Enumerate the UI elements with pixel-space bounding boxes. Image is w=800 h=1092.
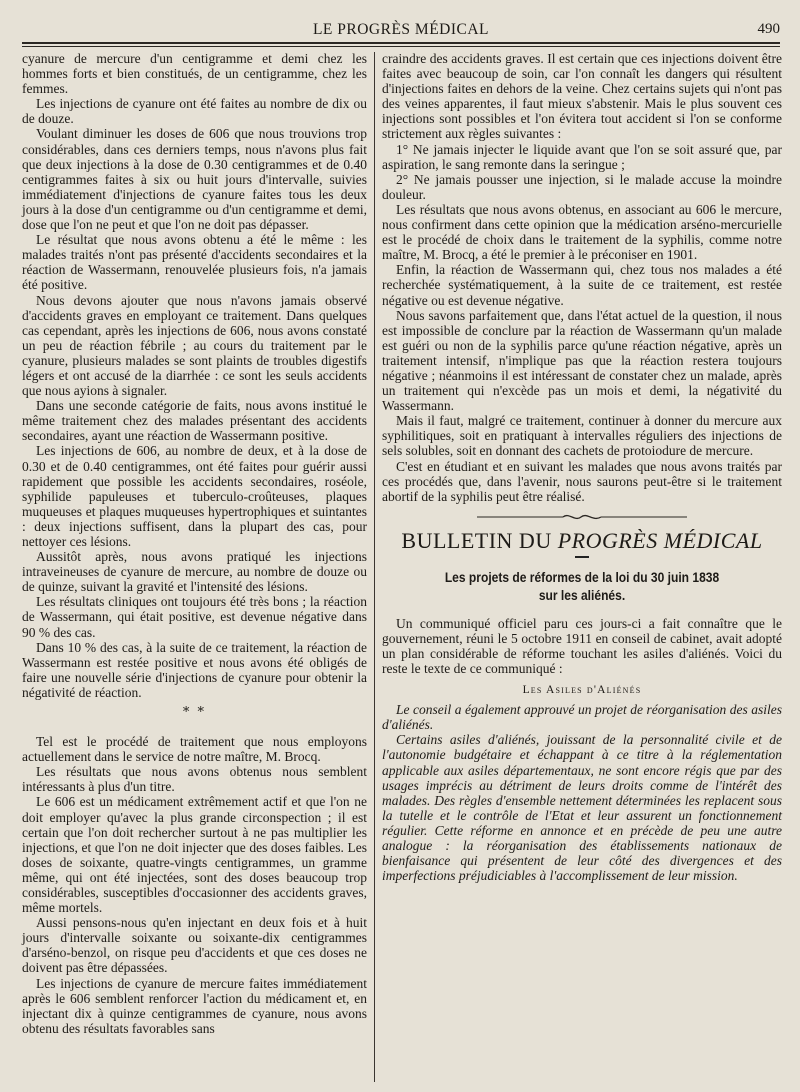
paragraph: Tel est le procédé de traitement que nous employons actuellement dans le service de notre maître, M. Brocq. <box>22 734 367 765</box>
section-separator: * * <box>182 705 207 721</box>
paragraph: Dans une seconde catégorie de faits, nous avons institué le même traitement chez des malades présentant des accidents secondaires, ayant une réaction de Wassermann positive. <box>22 398 367 444</box>
paragraph: Mais il faut, malgré ce traitement, continuer à donner du mercure aux syphilitiques, soit en pratiquant à intervalles réguliers des injections de sels solubles, soit en donnant des cachets de protoiodure de mercure. <box>382 413 782 459</box>
left-column <box>22 51 367 1036</box>
ornament-divider <box>477 512 687 522</box>
headline-line: Les projets de réformes de la loi du 30 juin 1838 <box>444 568 720 585</box>
header-rule <box>22 42 780 44</box>
page-header <box>22 18 780 42</box>
paragraph: Le résultat que nous avons obtenu a été le même : les malades traités n'ont pas présenté d'accidents secondaires et la réaction de Wassermann, renouvelée plusieurs fois, n'a jamais été positive. <box>22 232 367 293</box>
paragraph: 2° Ne jamais pousser une injection, si le malade accuse la moindre douleur. <box>382 171 782 202</box>
paragraph: Voulant diminuer les doses de 606 que nous trouvions trop considérables, dans ces derniers temps, nous n'avons plus fait que deux injections à la dose de 0.30 centigrammes et de 0.40 centigrammes faites à six ou huit jours d'intervalle, suivies immédiatement d'injections de cyanure faites tous les deux jours à la dose d'un centigramme ou d'un centigramme et demi, dose que l'on ne peut et que l'on ne doit pas dépasser. <box>22 126 367 233</box>
paragraph: Dans 10 % des cas, à la suite de ce traitement, la réaction de Wassermann est restée positive et nous avons été obligés de faire une nouvelle série d'injections de cyanure pour obtenir la négativité de réaction. <box>22 639 367 700</box>
paragraph: Les injections de cyanure ont été faites au nombre de dix ou de douze. <box>22 96 367 127</box>
bulletin-title-journal: PROGRÈS MÉDICAL <box>557 527 763 553</box>
bulletin-title <box>382 528 782 554</box>
paragraph: Aussi pensons-nous qu'en injectant en deux fois et à huit jours d'intervalle soixante ou soixante-dix centigrammes d'arséno-benzol, on risque peu d'accidents et que ces doses ne doivent pas être dépassées. <box>22 915 367 976</box>
paragraph: C'est en étudiant et en suivant les malades que nous avons traités par ces procédés que, dans l'avenir, nous saurons peut-être si le traitement abortif de la syphilis peut être réalisé. <box>382 458 782 504</box>
paragraph: craindre des accidents graves. Il est certain que ces injections doivent être faites avec beaucoup de soin, car l'on connaît les dangers qui résultent d'injections faites en dehors de la veine. Chez certains sujets qui n'ont pas des veines apparentes, il faut mieux s'abstenir. Mais le plus souvent ces injections sont possibles et l'on évitera tout accident si l'on se conforme strictement aux règles suivantes : <box>382 51 782 142</box>
article-headline <box>410 568 754 604</box>
paragraph: 1° Ne jamais injecter le liquide avant que l'on se soit assuré que, par aspiration, le sang remonte dans la seringue ; <box>382 141 782 172</box>
paragraph: Les résultats que nous avons obtenus, en associant au 606 le mercure, nous confirment dans cette opinion que la médication arséno-mercurielle est le procédé de choix dans le traitement de la syphilis, comme notre maître, M. Brocq, a été le premier à le préconiser en 1901. <box>382 201 782 263</box>
paragraph: Certains asiles d'aliénés, jouissant de la personnalité civile et de l'autonomie budgétaire et échappant à ce titre à la réglementation applicable aux asiles départementaux, ne sont encore régis que par des usages imprécis au détriment de leurs droits comme de l'intérêt des malades. Des règles d'ensemble nettement déterminées les replacent sous la tutelle et le contrôle de l'Etat et leur assurent un fonctionnement régulier. Cette réforme en annonce et en précède de peu une autre analogue : la réorganisation des établissements nationaux de bienfaisance qui présentent de leur côté des divergences et des imperfections préjudiciables à l'accomplissement de leur mission. <box>382 732 782 884</box>
journal-title: LE PROGRÈS MÉDICAL <box>312 21 490 38</box>
paragraph: Les injections de 606, au nombre de deux, et à la dose de 0.30 et de 0.40 centigrammes, ont été faites pour guérir aussi rapidement que possible les accidents secondaires, roséole, syphilide papuleuses et tuberculo-croûteuses, plaques muqueuses et plaques muqueuses hypertrophiques et suintantes : deux injections suffisent, dans la plupart des cas, pour nettoyer ces lésions. <box>22 443 367 549</box>
paragraph: Nous savons parfaitement que, dans l'état actuel de la question, il nous est impossible de conclure par la réaction de Wassermann qu'un malade est guéri ou non de la syphilis parce qu'une réaction négative, après un traitement intensif, n'implique pas que la réaction restera toujours négative ; néanmoins il est intéressant de constater chez un malade, après un traitement qui n'excède pas un mois et demi, la négativité du Wassermann. <box>382 307 782 414</box>
bulletin-title-prefix: BULLETIN DU <box>401 527 558 553</box>
column-divider <box>374 52 375 1082</box>
paragraph: Le conseil a également approuvé un projet de réorganisation des asiles d'aliénés. <box>382 702 782 733</box>
paragraph: cyanure de mercure d'un centigramme et demi chez les hommes forts et bien constitués, de un centigramme, chez les femmes. <box>22 51 367 97</box>
right-column <box>382 51 782 883</box>
paragraph: Un communiqué officiel paru ces jours-ci a fait connaître que le gouvernement, réuni le 5 octobre 1911 en conseil de cabinet, avait adopté un plan considérable de réforme touchant les asiles d'aliénés. Voici du reste le texte de ce communiqué : <box>382 615 782 677</box>
short-rule <box>575 556 589 558</box>
header-rule-thin <box>22 46 780 47</box>
paragraph: Enfin, la réaction de Wassermann qui, chez tous nos malades a été recherchée systématiquement, à la suite de ce traitement, est restée négative ou est devenue négative. <box>382 262 782 308</box>
paragraph: Nous devons ajouter que nous n'avons jamais observé d'accidents graves en employant ce traitement. Dans quelques cas cependant, après les injections de 606, nous avons constaté un peu de réaction fébrile ; au cours du traitement par le cyanure, plusieurs malades se sont plaints de troubles digestifs légers et ont accusé de la diarrhée : ce sont les seuls accidents que nous ayions à signaler. <box>22 292 367 399</box>
paragraph: Les résultats que nous avons obtenus nous semblent intéressants à plus d'un titre. <box>22 764 367 795</box>
paragraph: Les résultats cliniques ont toujours été très bons ; la réaction de Wassermann, qui était positive, est devenue négative dans 90 % des cas. <box>22 594 367 640</box>
paragraph: Aussitôt après, nous avons pratiqué les injections intraveineuses de cyanure de mercure, au nombre de douze ou de quinze, suivant la gravité et l'intensité des lésions. <box>22 549 367 595</box>
paragraph: Le 606 est un médicament extrêmement actif et que l'on ne doit employer qu'avec la plus grande circonspection ; il est certain que l'on doit rechercher surtout à ne pas multiplier les injections, et que l'on ne doit injecter que des doses faibles. Les doses de soixante, quatre-vingts centigrammes, un gramme même, qui ont été injectées, sont des doses beaucoup trop considérables, susceptibles d'occasionner des accidents graves, même mortels. <box>22 794 367 916</box>
headline-line: sur les aliénés. <box>538 586 626 603</box>
section-subheading: Les Asiles d'Aliénés <box>522 684 642 697</box>
paragraph: Les injections de cyanure de mercure faites immédiatement après le 606 semblent renforcer l'action du médicament et, en injectant dix à quinze centigrammes de cyanure, nous avons obtenu des résultats favorables sans <box>22 975 367 1036</box>
page-number: 490 <box>757 21 780 37</box>
